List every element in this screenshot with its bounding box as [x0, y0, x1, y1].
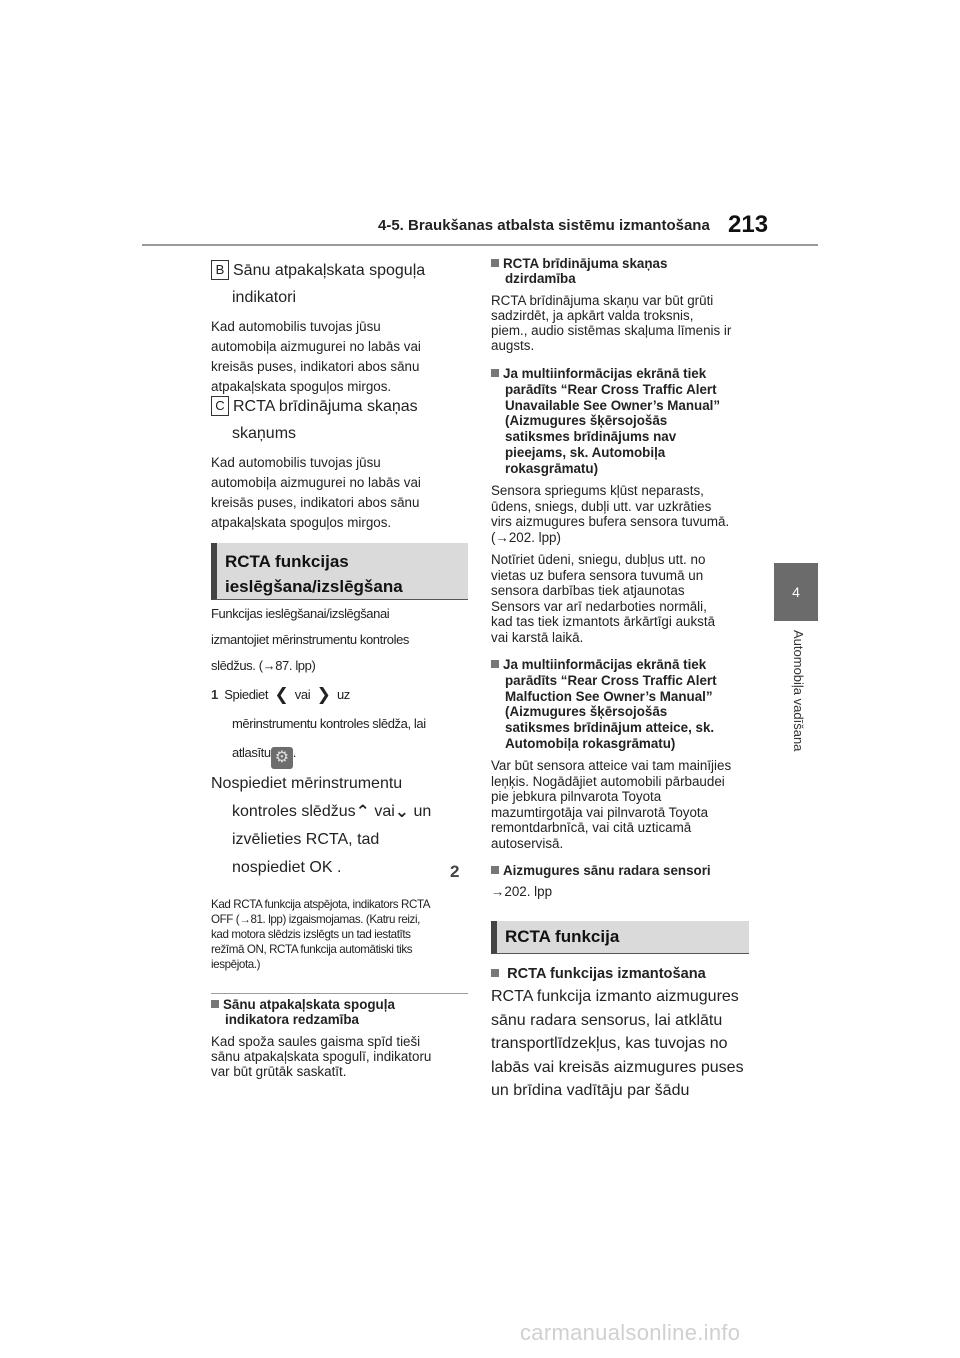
square-bullet-icon [491, 369, 499, 377]
step-1: 1 Spiediet ❮ vai ❯ uz mērinstrumentu kontroles slēdža, lai atlasītu ⚙ . [211, 680, 471, 769]
page-number: 213 [728, 211, 769, 238]
visibility-title: Sānu atpakaļskata spoguļa indikatora redzamība [211, 997, 471, 1027]
malfunction-text: Var būt sensora atteice vai tam mainījies leņķis. Nogādājiet automobili pārbaudei pie jebkura pilnvarota Toyota mazumtirgotāja vai pilnvarotā Toyota remontdarbnīcā, vai citā uzticamā autoservisā. [491, 758, 732, 851]
chapter-title: Automobiļa vadīšana [791, 630, 806, 752]
header-divider [142, 244, 818, 246]
left-divider [211, 993, 468, 994]
item-b-title-2: indikatori [232, 289, 297, 306]
audibility-title: RCTA brīdinājuma skaņas dzirdamība [491, 256, 761, 286]
square-bullet-icon [211, 1000, 219, 1008]
item-b-desc: Kad automobilis tuvojas jūsu automobiļa aizmugurei no labās vai kreisās puses, indikatori abos sānu atpakaļskata spoguļos mirgos. [211, 319, 421, 394]
section-heading-rcta: RCTA funkcija [491, 921, 749, 954]
unavailable-title: Ja multiinformācijas ekrānā tiek parādīts “Rear Cross Traffic Alert Unavailable See Owner’s Manual” (Aizmugures šķērsojošās satiksmes brīdinājums nav pieejams, sk. Automobiļa rokasgrāmatu) [491, 366, 761, 477]
square-bullet-icon [491, 660, 499, 668]
chevron-left-icon: ❮ [274, 685, 289, 704]
section-title: 4-5. Braukšanas atbalsta sistēmu izmantošana [378, 217, 710, 234]
item-c-title: RCTA brīdinājuma skaņas [233, 398, 418, 415]
step-2: Nospiediet mērinstrumentu kontroles slēdžus⌃ vai⌄ un izvēlieties RCTA, tad nospiediet OK . [211, 775, 432, 876]
onoff-intro: Funkcijas ieslēgšanai/izslēgšanai izmantojiet mērinstrumentu kontroles slēdžus. (→87. lpp) [211, 606, 410, 673]
ok-key: OK [309, 859, 333, 876]
usage-text: RCTA funkcija izmanto aizmugures sānu radara sensorus, lai atklātu transportlīdzekļus, kas tuvojas no labās vai kreisās aizmugures puses un brīdina vadītāju par šādu [491, 988, 744, 1099]
unavailable-text-2: Notīriet ūdeni, sniegu, dubļus utt. no vietas uz bufera sensora tuvumā un sensora darbības tiek atjaunotas Sensors var arī nedarboties normāli, kad tas tiek izmantots ārkārtīgi aukstā vai karstā laikā. [491, 552, 716, 645]
item-b-title: Sānu atpakaļskata spoguļa [233, 262, 426, 279]
section-heading-onoff: RCTA funkcijas ieslēgšana/izslēgšana [211, 543, 468, 600]
item-c-title-2: skaņums [232, 425, 297, 442]
step-2-number: 2 [450, 862, 460, 881]
square-bullet-icon [491, 866, 499, 874]
label-c: C [211, 396, 229, 416]
step-1-number: 1 [211, 687, 218, 702]
radar-ref: →202. lpp [491, 884, 553, 899]
item-b [211, 257, 471, 397]
chapter-tab: 4 [774, 563, 818, 621]
radar-title: Aizmugures sānu radara sensori [491, 863, 761, 879]
visibility-text: Kad spoža saules gaisma spīd tieši sānu atpakaļskata spogulī, indikatoru var būt grūtāk saskatīt. [211, 1034, 432, 1079]
square-bullet-icon [491, 259, 499, 267]
unavailable-text-1: Sensora spriegums kļūst neparasts, ūdens, sniegs, dubļi utt. var uzkrāties virs aizmugures bufera sensora tuvumā. (→202. lpp) [491, 483, 730, 545]
usage-title: RCTA funkcijas izmantošana [491, 961, 761, 988]
audibility-text: RCTA brīdinājuma skaņu var būt grūti sadzirdēt, ja apkārt valda troksnis, piem., audio sistēmas skaļuma līmenis ir augsts. [491, 293, 732, 353]
rcta-off-note: Kad RCTA funkcija atspējota, indikators RCTA OFF (→81. lpp) izgaismojamas. (Katru reizi, kad motora slēdzis izslēgts un tad iestatīts režīmā ON, RCTA funkcija automātiski tiks iespējota.) [211, 898, 431, 971]
settings-gear-icon: ⚙ [271, 747, 293, 769]
label-b: B [211, 260, 229, 280]
chevron-right-icon: ❯ [316, 685, 331, 704]
square-bullet-icon [491, 969, 499, 977]
malfunction-title: Ja multiinformācijas ekrānā tiek parādīts “Rear Cross Traffic Alert Malfuction See Owner’s Manual” (Aizmugures šķērsojošās satiksmes brīdinājum atteice, sk. Automobiļa rokasgrāmatu) [491, 657, 761, 752]
watermark: carmanualsonline.info [520, 1320, 741, 1345]
item-c-desc: Kad automobilis tuvojas jūsu automobiļa aizmugurei no labās vai kreisās puses, indikatori abos sānu atpakaļskata spoguļos mirgos. [211, 455, 421, 530]
item-c [211, 393, 471, 533]
chevron-down-icon: ⌄ [394, 802, 410, 821]
chevron-up-icon: ⌃ [355, 802, 370, 821]
